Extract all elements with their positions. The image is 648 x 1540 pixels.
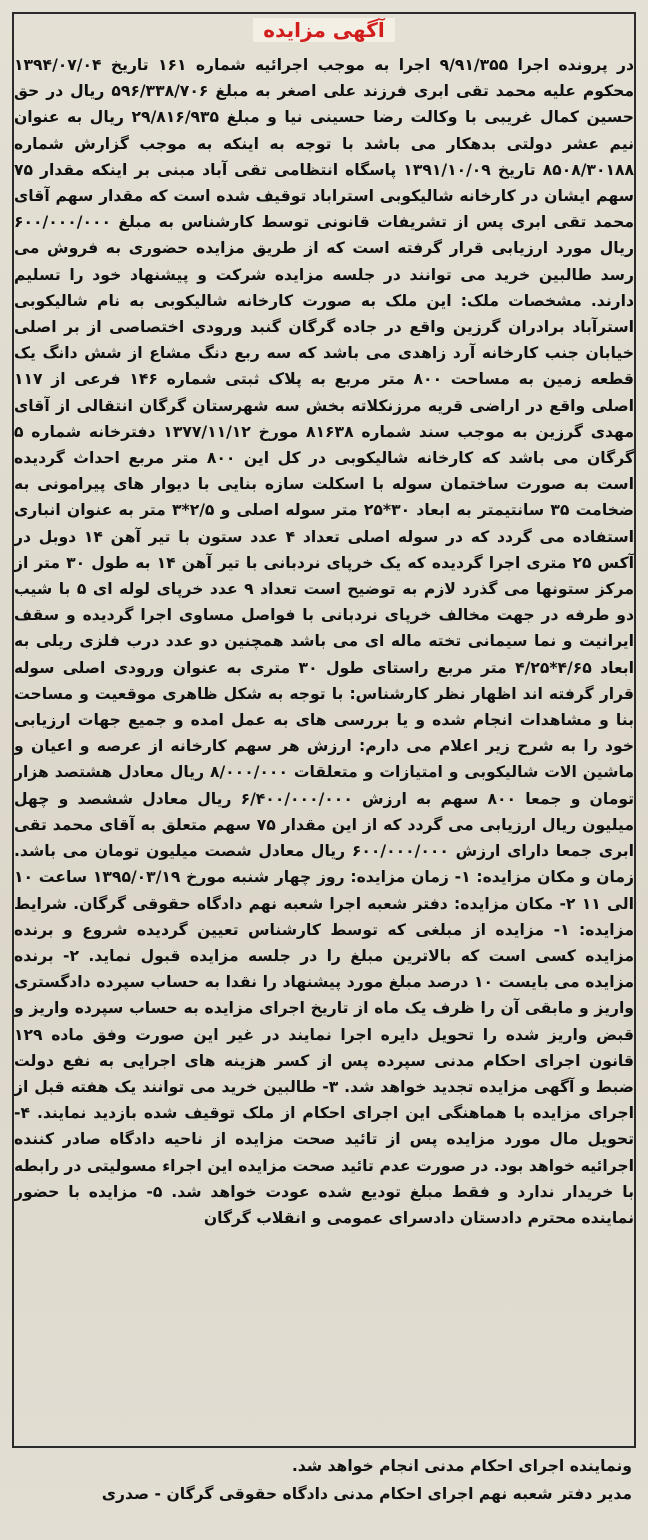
- closing-line: ونماینده اجرای احکام مدنی انجام خواهد شد.: [291, 1457, 632, 1475]
- notice-body: در پرونده اجرا ۹/۹۱/۳۵۵ اجرا به موجب اجرائیه شماره ۱۶۱ تاریخ ۱۳۹۴/۰۷/۰۴ محکوم علیه محمد تقی ابری فرزند علی اصغر به مبلغ ۵۹۶/۳۳۸/۷۰۶ ریال در حق حسین کمال غریبی با وکالت رضا حسینی نیا و مبلغ ۲۹/۸۱۶/۹۳۵ ریال به عنوان نیم عشر دولتی بدهکار می باشد با توجه به اینکه به موجب گزارش شماره ۸۵۰۸/۳۰۱۸۸ تاریخ ۱۳۹۱/۱۰/۰۹ پاسگاه انتظامی تقی آباد مبنی بر اینکه مقدار ۷۵ سهم ایشان در کارخانه شالیکوبی استراباد توقیف شده است که مقدار سهم آقای محمد تقی ابری پس از تشریفات قانونی توسط کارشناس به مبلغ ۶۰۰/۰۰۰/۰۰۰ ریال مورد ارزیابی قرار گرفته است که از طریق مزایده حضوری به فروش می رسد طالبین خرید می توانند در جلسه مزایده شرکت و پیشنهاد خود را تسلیم دارند. مشخصات ملک: این ملک به صورت کارخانه شالیکوبی به نام شالیکوبی استرآباد برادران گرزین واقع در جاده گرگان گنبد ورودی اختصاصی از بر اصلی خیابان جنب کارخانه آرد زاهدی می باشد که سه ربع دنگ مشاع از شش دانگ یک قطعه زمین به مساحت ۸۰۰ متر مربع به پلاک ثبتی شماره ۱۴۶ فرعی از ۱۱۷ اصلی واقع در اراضی قریه مرزنکلاته بخش سه شهرستان گرگان انتقالی از آقای مهدی گرزین به موجب سند شماره ۸۱۶۳۸ مورخ ۱۳۷۷/۱۱/۱۲ دفترخانه شماره ۵ گرگان می باشد که کارخانه شالیکوبی در کل این ۸۰۰ متر مربع احداث گردیده است به صورت ساختمان سوله با اسکلت سازه بنایی با دیوار های پیرامونی به ضخامت ۳۵ سانتیمتر به ابعاد ۳۰*۲۵ متر سوله اصلی و ۲/۵*۳ متر به عنوان انباری استفاده می گردد که در سوله اصلی تعداد ۴ عدد ستون با تیر آهن ۱۴ دوبل در آکس ۲۵ متری اجرا گردیده که یک خرپای نردبانی با تیر آهن ۱۴ به طول ۳۰ متر از مرکز ستونها می گذرد لازم به توضیح است تعداد ۹ عدد خرپای لوله ای ۵ با شیب دو طرفه در جهت مخالف خرپای نردبانی با فواصل مساوی اجرا گردیده و سقف ایرانیت و نما سیمانی تخته ماله ای می باشد همچنین دو عدد درب فلزی ریلی به ابعاد ۴/۶۵*۴/۲۵ متر مربع راستای طول ۳۰ متری به عنوان ورودی اصلی سوله قرار گرفته اند اظهار نظر کارشناس: با توجه به شکل ظاهری موقعیت و مساحت بنا و مشاهدات انجام شده و یا بررسی های به عمل امده و جمیع جهات ارزیابی خود را به شرح زیر اعلام می دارم: ارزش هر سهم کارخانه از عرصه و اعیان و ماشین الات شالیکوبی و امتیازات و متعلقات ۸/۰۰۰/۰۰۰ ریال معادل هشتصد هزار تومان و جمعا ۸۰۰ سهم به ارزش ۶/۴۰۰/۰۰۰/۰۰۰ ریال معادل ششصد و چهل میلیون ریال ارزیابی می گردد که از این مقدار ۷۵ سهم متعلق به آقای محمد تقی ابری جمعا دارای ارزش ۶۰۰/۰۰۰/۰۰۰ ریال معادل شصت میلیون تومان می باشد. زمان و مکان مزایده: ۱- زمان مزایده: روز چهار شنبه مورخ ۱۳۹۵/۰۳/۱۹ ساعت ۱۰ الی ۱۱ ۲- مکان مزایده: دفتر شعبه اجرا شعبه نهم دادگاه حقوقی گرگان. شرایط مزایده: ۱- مزایده از مبلغی که توسط کارشناس تعیین گردیده شروع و برنده مزایده کسی است که بالاترین مبلغ را در جلسه مزایده قبول نماید. ۲- برنده مزایده می بایست ۱۰ درصد مبلغ مورد پیشنهاد را نقدا به حساب سپرده دادگستری واریز و مابقی آن را ظرف یک ماه از تاریخ اجرای مزایده به حساب سپرده واریز و قبض واریز شده را تحویل دایره اجرا نمایند در غیر این صورت وفق ماده ۱۲۹ قانون اجرای احکام مدنی سپرده پس از کسر هزینه های اجرایی به نفع دولت ضبط و آگهی مزایده تجدید خواهد شد. ۳- طالبین خرید می توانند یک هفته قبل از اجرای مزایده با هماهنگی این اجرای احکام از ملک توقیف شده بازدید نمایند. ۴- تحویل مال مورد مزایده پس از تائید صحت مزایده از ناحیه دادگاه صادر کننده اجرائیه خواهد بود. در صورت عدم تائید صحت مزایده این اجراء مسولیتی در رابطه با خریدار ندارد و فقط مبلغ تودیع شده عودت خواهد شد. ۵- مزایده با حضور نماینده محترم دادستان دادسرای عمومی و انقلاب گرگان: [14, 56, 634, 1227]
- notice-title: آگهی مزایده: [253, 18, 394, 42]
- signatory: مدیر دفتر شعبه نهم اجرای احکام مدنی دادگاه حقوقی گرگان - صدری: [101, 1485, 632, 1503]
- title-container: [0, 18, 648, 42]
- signature-block: [16, 1452, 632, 1508]
